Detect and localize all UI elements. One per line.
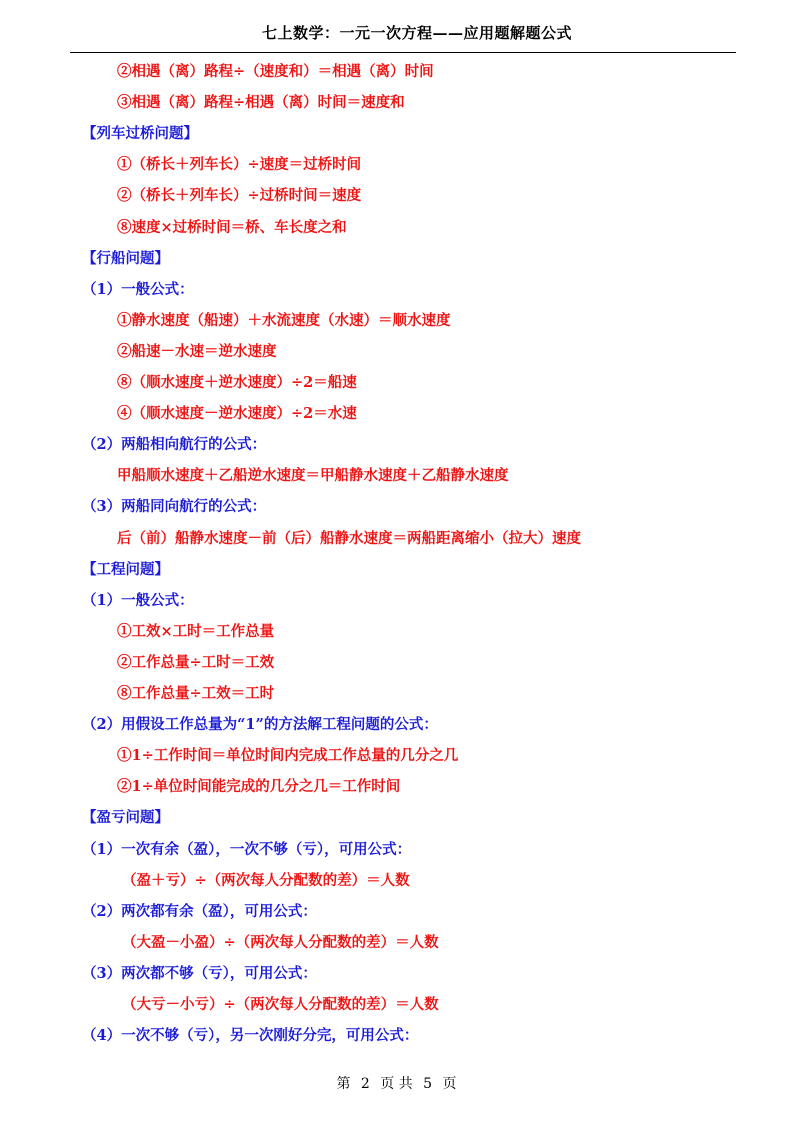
formula-line: ②（桥长＋列车长）÷过桥时间＝速度 bbox=[117, 187, 362, 205]
section-heading-line: （2）两船相向航行的公式： bbox=[82, 436, 267, 454]
footer-mid: 页 共 bbox=[380, 1076, 413, 1092]
section-heading-line: （3）两船同向航行的公式： bbox=[82, 498, 267, 516]
formula-line: ④（顺水速度－逆水速度）÷2＝水速 bbox=[117, 405, 357, 423]
section-heading-line: 【行船问题】 bbox=[82, 249, 169, 267]
section-heading-line: 【盈亏问题】 bbox=[82, 809, 169, 827]
formula-line: ⑧速度×过桥时间＝桥、车长度之和 bbox=[117, 218, 347, 236]
section-heading-line: （1）一般公式： bbox=[82, 280, 194, 298]
section-heading-line: （2）两次都有余（盈），可用公式： bbox=[82, 902, 317, 920]
formula-line: ②相遇（离）路程÷（速度和）＝相遇（离）时间 bbox=[117, 63, 434, 80]
header-divider bbox=[70, 52, 736, 53]
formula-line: ①工效×工时＝工作总量 bbox=[117, 622, 275, 640]
formula-line: （大盈－小盈）÷（两次每人分配数的差）＝人数 bbox=[122, 933, 439, 951]
section-heading-line: 【列车过桥问题】 bbox=[82, 125, 198, 143]
formula-line: ②工作总量÷工时＝工效 bbox=[117, 653, 275, 671]
formula-line: ②1÷单位时间能完成的几分之几＝工作时间 bbox=[117, 778, 401, 796]
footer-suffix: 页 bbox=[442, 1076, 457, 1092]
formula-line: （大亏－小亏）÷（两次每人分配数的差）＝人数 bbox=[122, 996, 439, 1013]
formula-line: 后（前）船静水速度－前（后）船静水速度＝两船距离缩小（拉大）速度 bbox=[117, 529, 581, 547]
footer-total-pages: 5 bbox=[423, 1076, 433, 1092]
formula-line: ②船速－水速＝逆水速度 bbox=[117, 342, 277, 360]
formula-line: 甲船顺水速度＋乙船逆水速度＝甲船静水速度＋乙船静水速度 bbox=[117, 467, 509, 485]
section-heading-line: （1）一般公式： bbox=[82, 591, 194, 609]
page-footer bbox=[0, 1073, 793, 1093]
section-heading-line: （4）一次不够（亏），另一次刚好分完，可用公式： bbox=[82, 1027, 419, 1045]
section-heading-line: （1）一次有余（盈），一次不够（亏），可用公式： bbox=[82, 840, 412, 858]
footer-page-number: 2 bbox=[360, 1076, 370, 1092]
formula-line: ①1÷工作时间＝单位时间内完成工作总量的几分之几 bbox=[117, 747, 459, 765]
formula-line: ⑧（顺水速度＋逆水速度）÷2＝船速 bbox=[117, 374, 357, 391]
footer-prefix: 第 bbox=[336, 1076, 351, 1092]
section-heading-line: （3）两次都不够（亏），可用公式： bbox=[82, 964, 317, 982]
formula-line: ①静水速度（船速）＋水流速度（水速）＝顺水速度 bbox=[117, 311, 451, 329]
formula-line: （盈＋亏）÷（两次每人分配数的差）＝人数 bbox=[122, 871, 410, 889]
page-header-title: 七上数学：一元一次方程——应用题解题公式 bbox=[261, 24, 572, 42]
section-heading-line: （2）用假设工作总量为“1”的方法解工程问题的公式： bbox=[82, 716, 438, 734]
formula-line: ①（桥长＋列车长）÷速度＝过桥时间 bbox=[117, 156, 362, 174]
section-heading-line: 【工程问题】 bbox=[82, 560, 169, 578]
formula-line: ⑧工作总量÷工效＝工时 bbox=[117, 685, 275, 702]
formula-line: ③相遇（离）路程÷相遇（离）时间＝速度和 bbox=[117, 94, 405, 112]
